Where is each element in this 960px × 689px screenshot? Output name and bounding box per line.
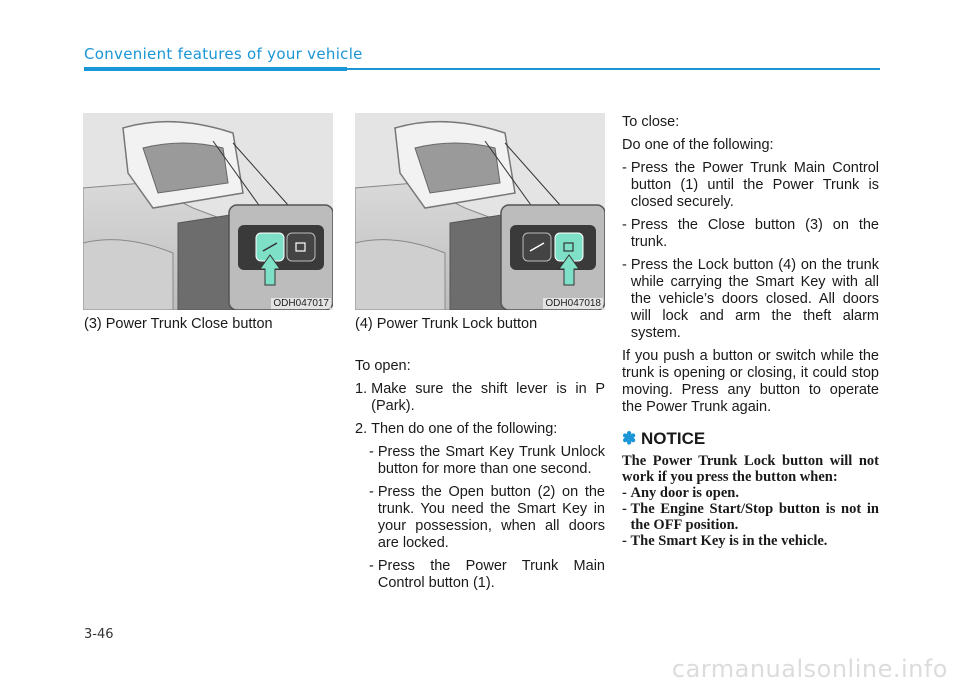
notice-title: NOTICE: [640, 429, 706, 448]
open-step: 2. Then do one of the following:: [355, 421, 558, 437]
close-option: - Press the Lock button (4) on the trunk while carrying the Smart Key with all the vehicle’s doors closed. All doors will lock and arm the theft alarm system.: [622, 257, 879, 341]
header-rule-thin: [347, 68, 880, 70]
figure-power-trunk-close: [83, 113, 333, 310]
page-number: 3-46: [84, 627, 114, 642]
notice-item: - The Engine Start/Stop button is not in the OFF position.: [622, 501, 879, 533]
trunk-illustration-lock: [355, 113, 605, 310]
close-option: - Press the Close button (3) on the trunk.: [622, 217, 879, 250]
figure-code: ODH047018: [545, 298, 601, 309]
close-instructions: [622, 114, 879, 549]
open-options: [355, 444, 605, 592]
close-note: If you push a button or switch while the trunk is opening or closing, it could stop moving. Press any button to operate the Power Trunk again.: [622, 348, 879, 415]
figure-caption: (3) Power Trunk Close button: [84, 316, 273, 332]
notice-intro: The Power Trunk Lock button will not work if you press the button when:: [622, 453, 879, 485]
notice-heading: [622, 430, 879, 447]
open-instructions: [355, 358, 605, 598]
close-option: - Press the Power Trunk Main Control button (1) until the Power Trunk is closed securely.: [622, 160, 879, 210]
close-title: To close:: [622, 114, 680, 130]
figure-code: ODH047017: [273, 298, 329, 309]
notice-item: - The Smart Key is in the vehicle.: [622, 533, 828, 549]
notice-star-icon: ✽: [622, 429, 637, 448]
open-title: To open:: [355, 358, 411, 374]
watermark: carmanualsonline.info: [671, 655, 948, 683]
open-step: 1. Make sure the shift lever is in P (Park).: [355, 381, 605, 414]
figure-power-trunk-lock: [355, 113, 605, 310]
header-rule-thick: [84, 67, 347, 71]
trunk-illustration-close: [83, 113, 333, 310]
notice-item: - Any door is open.: [622, 485, 739, 501]
open-option: - Press the Open button (2) on the trunk. You need the Smart Key in your possession, when all doors are locked.: [369, 484, 605, 551]
close-intro: Do one of the following:: [622, 137, 774, 153]
open-option: - Press the Power Trunk Main Control button (1).: [369, 558, 605, 591]
section-title: Convenient features of your vehicle: [84, 45, 363, 63]
figure-caption: (4) Power Trunk Lock button: [355, 316, 538, 332]
open-option: - Press the Smart Key Trunk Unlock button for more than one second.: [369, 444, 605, 477]
notice-body: [622, 453, 879, 549]
